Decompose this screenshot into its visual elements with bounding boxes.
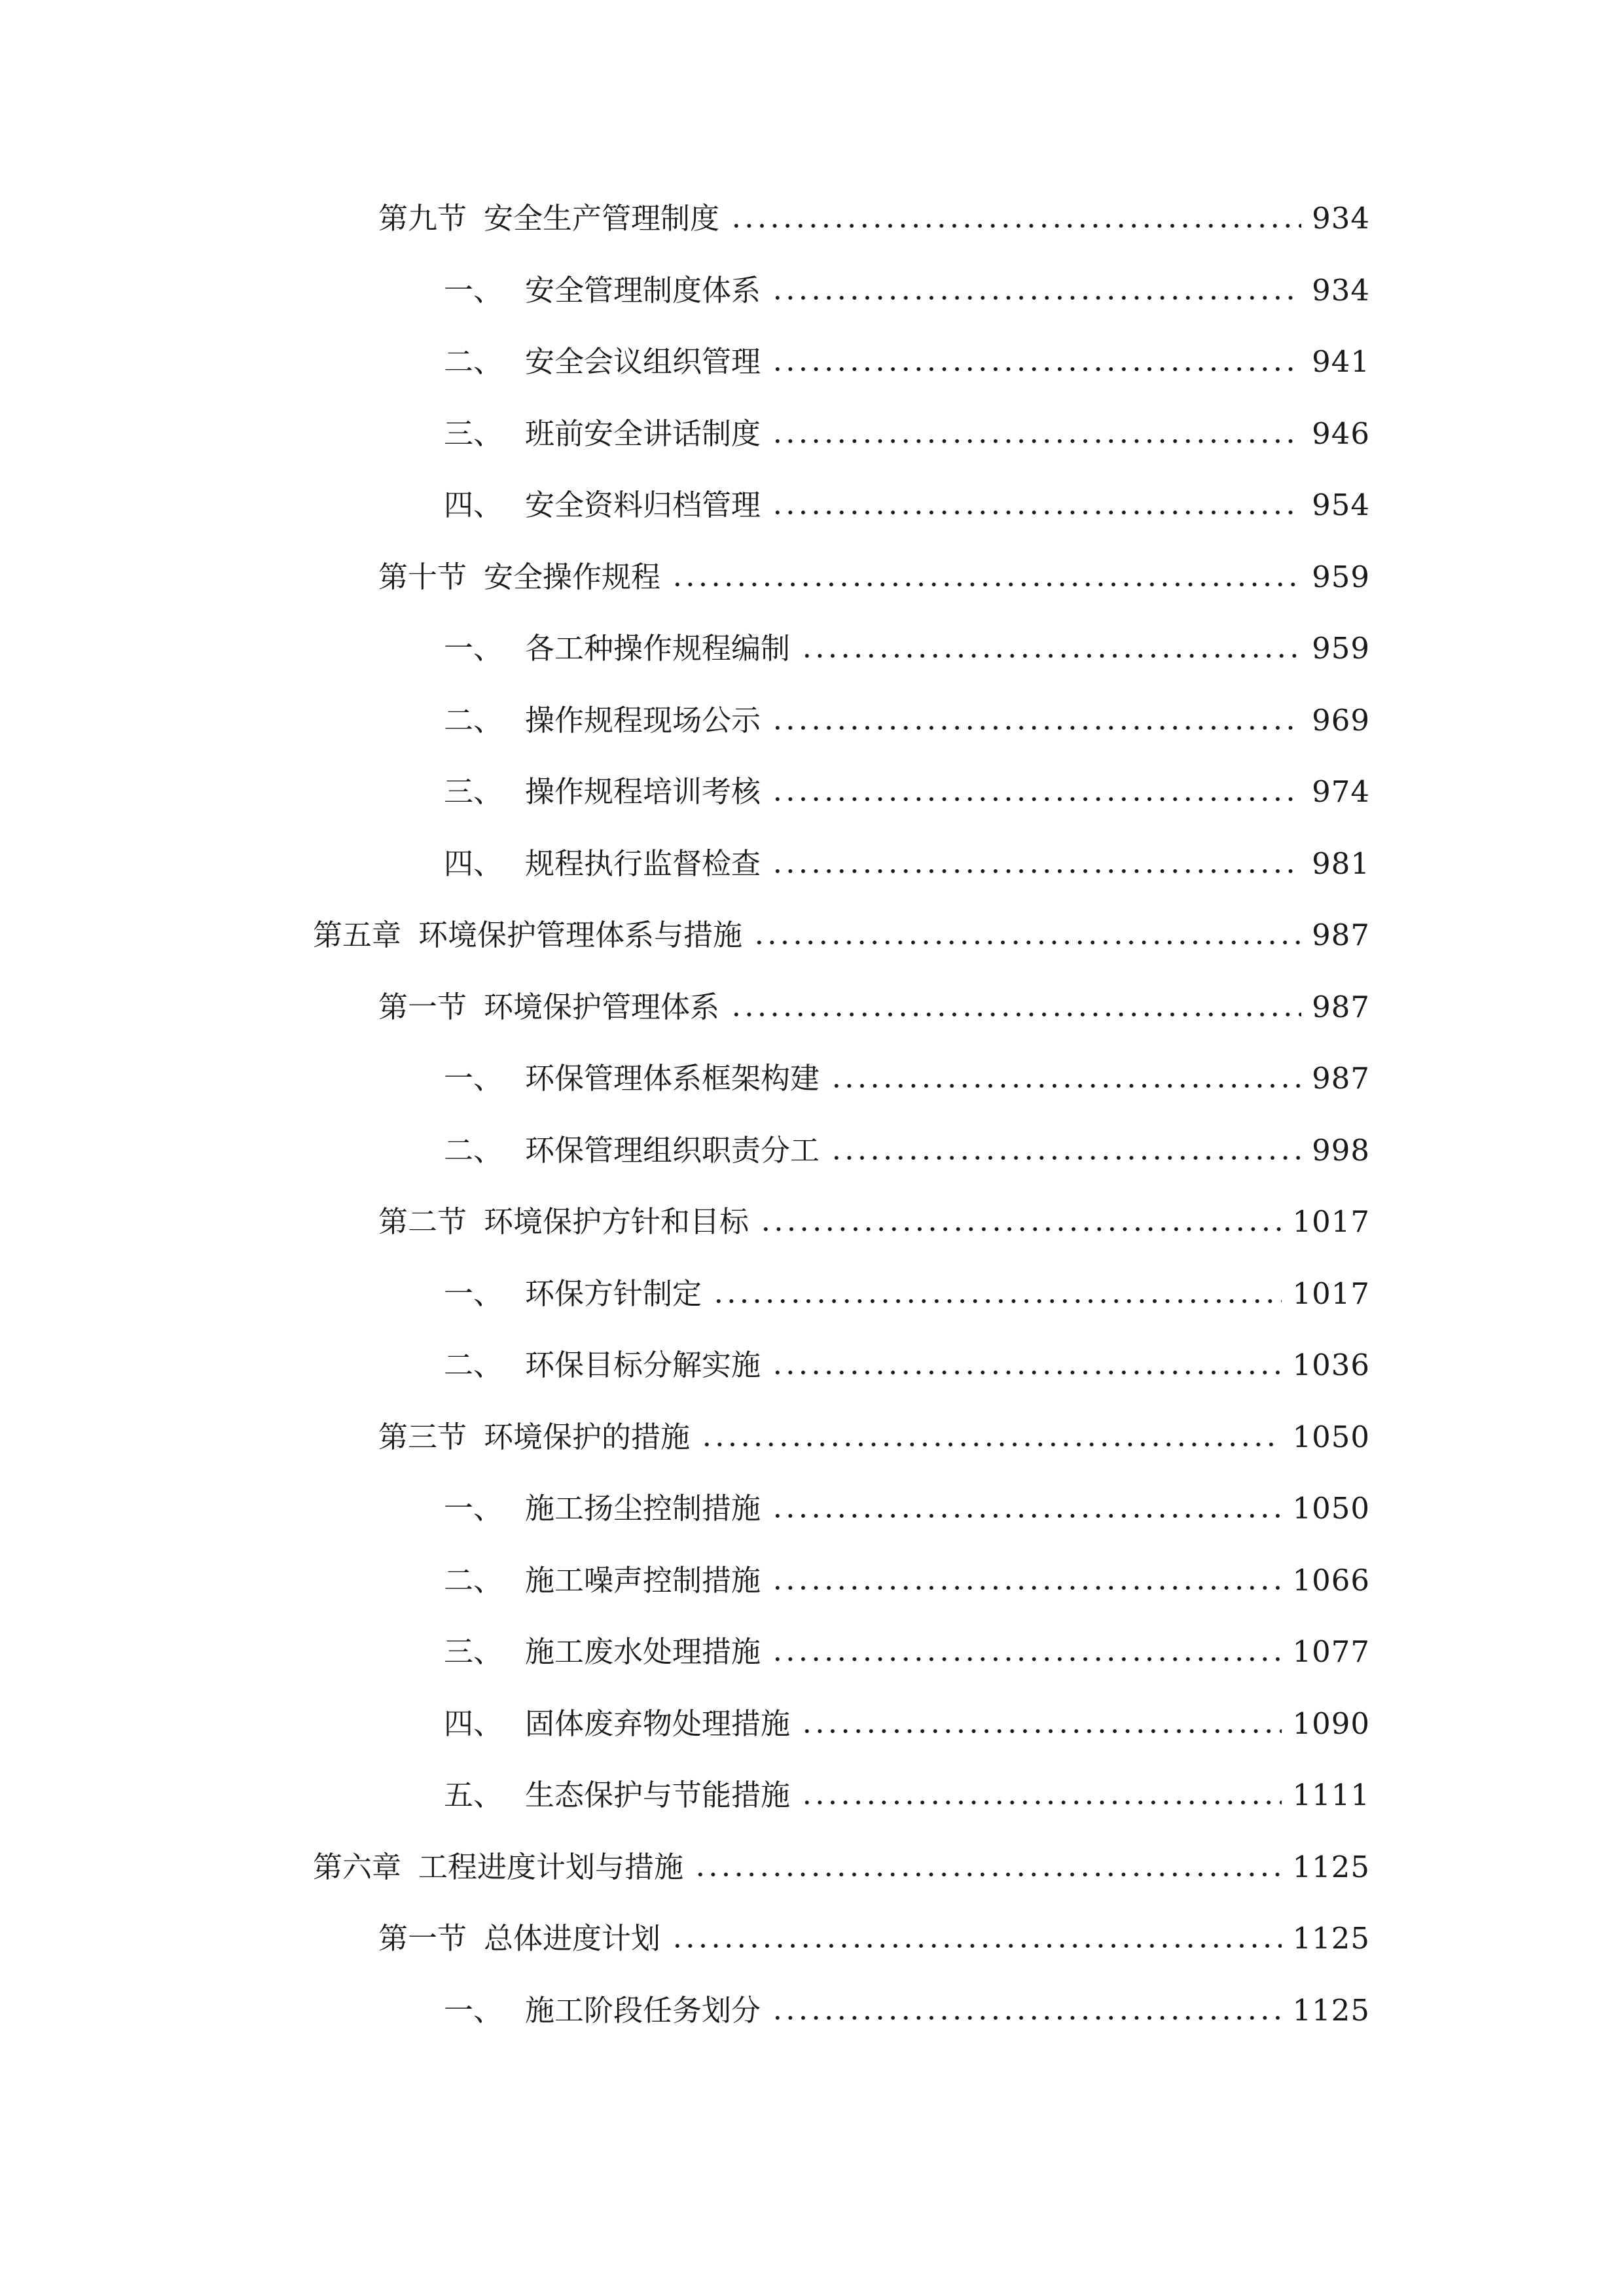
entry-title: 施工阶段任务划分 — [525, 1993, 761, 2028]
dot-leader — [671, 1943, 1282, 1948]
toc-entry-section[interactable] — [378, 192, 1370, 245]
entry-number: 一、 — [444, 273, 503, 308]
entry-number: 五、 — [444, 1778, 503, 1812]
dot-leader — [830, 1155, 1301, 1160]
toc-entry-section[interactable] — [378, 1196, 1370, 1248]
toc-entry-item[interactable] — [444, 336, 1370, 388]
dot-leader — [712, 1299, 1282, 1304]
toc-entry-section[interactable] — [378, 551, 1370, 603]
dot-leader — [700, 1442, 1282, 1447]
entry-number: 第九节 — [378, 201, 467, 236]
dot-leader — [771, 439, 1301, 444]
entry-title: 操作规程现场公示 — [525, 703, 761, 738]
entry-number: 第一节 — [378, 1921, 467, 1956]
entry-title: 生态保护与节能措施 — [525, 1778, 791, 1812]
entry-number: 三、 — [444, 1634, 503, 1669]
dot-leader — [771, 1513, 1282, 1518]
entry-title: 环境保护管理体系 — [484, 990, 720, 1024]
entry-title: 环境保护方针和目标 — [484, 1204, 749, 1239]
entry-page-number: 981 — [1312, 846, 1370, 881]
entry-page-number: 934 — [1312, 201, 1370, 236]
entry-page-number: 959 — [1312, 631, 1370, 666]
entry-number: 第六章 — [313, 1850, 402, 1884]
entry-number: 二、 — [444, 344, 503, 379]
entry-number: 二、 — [444, 1133, 503, 1168]
entry-number: 三、 — [444, 774, 503, 809]
toc-entry-item[interactable] — [444, 1554, 1370, 1607]
entry-title: 安全操作规程 — [484, 560, 661, 594]
dot-leader — [801, 653, 1301, 658]
entry-title: 施工扬尘控制措施 — [525, 1491, 761, 1526]
dot-leader — [801, 1729, 1282, 1734]
entry-title: 班前安全讲话制度 — [525, 416, 761, 451]
toc-entry-item[interactable] — [444, 479, 1370, 531]
entry-page-number: 1036 — [1292, 1348, 1370, 1382]
entry-number: 三、 — [444, 416, 503, 451]
toc-entry-item[interactable] — [444, 1698, 1370, 1750]
entry-page-number: 1050 — [1292, 1491, 1370, 1526]
dot-leader — [771, 367, 1301, 372]
entry-number: 一、 — [444, 1993, 503, 2028]
toc-entry-item[interactable] — [444, 1268, 1370, 1320]
entry-page-number: 934 — [1312, 273, 1370, 308]
entry-page-number: 1017 — [1292, 1204, 1370, 1239]
entry-title: 规程执行监督检查 — [525, 846, 761, 881]
toc-entry-item[interactable] — [444, 1482, 1370, 1535]
entry-title: 环境保护管理体系与措施 — [418, 918, 743, 952]
toc-entry-item[interactable] — [444, 1626, 1370, 1678]
entry-number: 第一节 — [378, 990, 467, 1024]
entry-title: 安全管理制度体系 — [525, 273, 761, 308]
entry-page-number: 987 — [1312, 918, 1370, 952]
entry-page-number: 987 — [1312, 990, 1370, 1024]
toc-entry-item[interactable] — [444, 694, 1370, 747]
entry-number: 二、 — [444, 1348, 503, 1382]
entry-title: 环境保护的措施 — [484, 1420, 691, 1454]
toc-entry-section[interactable] — [378, 1912, 1370, 1965]
entry-title: 安全会议组织管理 — [525, 344, 761, 379]
entry-page-number: 1017 — [1292, 1276, 1370, 1311]
toc-entry-item[interactable] — [444, 1339, 1370, 1391]
dot-leader — [771, 1585, 1282, 1590]
entry-title: 环保方针制定 — [525, 1276, 702, 1311]
entry-page-number: 1125 — [1292, 1921, 1370, 1956]
entry-title: 工程进度计划与措施 — [418, 1850, 684, 1884]
entry-page-number: 1125 — [1292, 1850, 1370, 1884]
entry-page-number: 1111 — [1292, 1778, 1370, 1812]
entry-number: 二、 — [444, 703, 503, 738]
entry-number: 第三节 — [378, 1420, 467, 1454]
toc-entry-item[interactable] — [444, 1984, 1370, 2037]
entry-page-number: 1050 — [1292, 1420, 1370, 1454]
toc-entry-item[interactable] — [444, 622, 1370, 675]
dot-leader — [771, 869, 1301, 874]
entry-page-number: 998 — [1312, 1133, 1370, 1168]
dot-leader — [771, 797, 1301, 802]
toc-entry-chapter[interactable] — [313, 1841, 1370, 1893]
dot-leader — [771, 2015, 1282, 2020]
entry-page-number: 987 — [1312, 1061, 1370, 1096]
entry-title: 环保目标分解实施 — [525, 1348, 761, 1382]
entry-number: 一、 — [444, 631, 503, 666]
dot-leader — [801, 1800, 1282, 1805]
entry-title: 操作规程培训考核 — [525, 774, 761, 809]
dot-leader — [671, 582, 1301, 587]
entry-page-number: 1090 — [1292, 1706, 1370, 1741]
toc-entry-item[interactable] — [444, 1769, 1370, 1821]
dot-leader — [771, 725, 1301, 730]
toc-entry-item[interactable] — [444, 1052, 1370, 1105]
toc-entry-section[interactable] — [378, 981, 1370, 1033]
entry-number: 一、 — [444, 1276, 503, 1311]
dot-leader — [730, 223, 1301, 228]
entry-title: 施工噪声控制措施 — [525, 1563, 761, 1598]
entry-title: 安全资料归档管理 — [525, 488, 761, 522]
entry-number: 一、 — [444, 1491, 503, 1526]
dot-leader — [730, 1012, 1301, 1017]
entry-number: 第五章 — [313, 918, 402, 952]
dot-leader — [830, 1083, 1301, 1088]
entry-number: 二、 — [444, 1563, 503, 1598]
dot-leader — [771, 1657, 1282, 1662]
entry-title: 各工种操作规程编制 — [525, 631, 791, 666]
dot-leader — [771, 295, 1301, 300]
toc-entry-section[interactable] — [378, 1411, 1370, 1463]
entry-title: 总体进度计划 — [484, 1921, 661, 1956]
toc-entry-item[interactable] — [444, 264, 1370, 317]
entry-number: 一、 — [444, 1061, 503, 1096]
entry-page-number: 969 — [1312, 703, 1370, 738]
toc-entry-item[interactable] — [444, 838, 1370, 890]
entry-page-number: 1066 — [1292, 1563, 1370, 1598]
entry-title: 安全生产管理制度 — [484, 201, 720, 236]
entry-page-number: 974 — [1312, 774, 1370, 809]
entry-title: 环保管理体系框架构建 — [525, 1061, 820, 1096]
entry-page-number: 954 — [1312, 488, 1370, 522]
dot-leader — [759, 1227, 1282, 1232]
entry-number: 四、 — [444, 488, 503, 522]
entry-number: 第十节 — [378, 560, 467, 594]
toc-entry-chapter[interactable] — [313, 909, 1370, 961]
entry-title: 固体废弃物处理措施 — [525, 1706, 791, 1741]
dot-leader — [694, 1872, 1282, 1877]
entry-title: 环保管理组织职责分工 — [525, 1133, 820, 1168]
entry-number: 四、 — [444, 846, 503, 881]
entry-title: 施工废水处理措施 — [525, 1634, 761, 1669]
entry-page-number: 1125 — [1292, 1993, 1370, 2028]
dot-leader — [771, 1370, 1282, 1375]
entry-page-number: 946 — [1312, 416, 1370, 451]
toc-entry-item[interactable] — [444, 766, 1370, 818]
entry-page-number: 959 — [1312, 560, 1370, 594]
entry-number: 四、 — [444, 1706, 503, 1741]
toc-entry-item[interactable] — [444, 408, 1370, 460]
dot-leader — [771, 510, 1301, 515]
entry-page-number: 941 — [1312, 344, 1370, 379]
entry-number: 第二节 — [378, 1204, 467, 1239]
toc-entry-item[interactable] — [444, 1124, 1370, 1177]
entry-page-number: 1077 — [1292, 1634, 1370, 1669]
dot-leader — [753, 940, 1301, 945]
